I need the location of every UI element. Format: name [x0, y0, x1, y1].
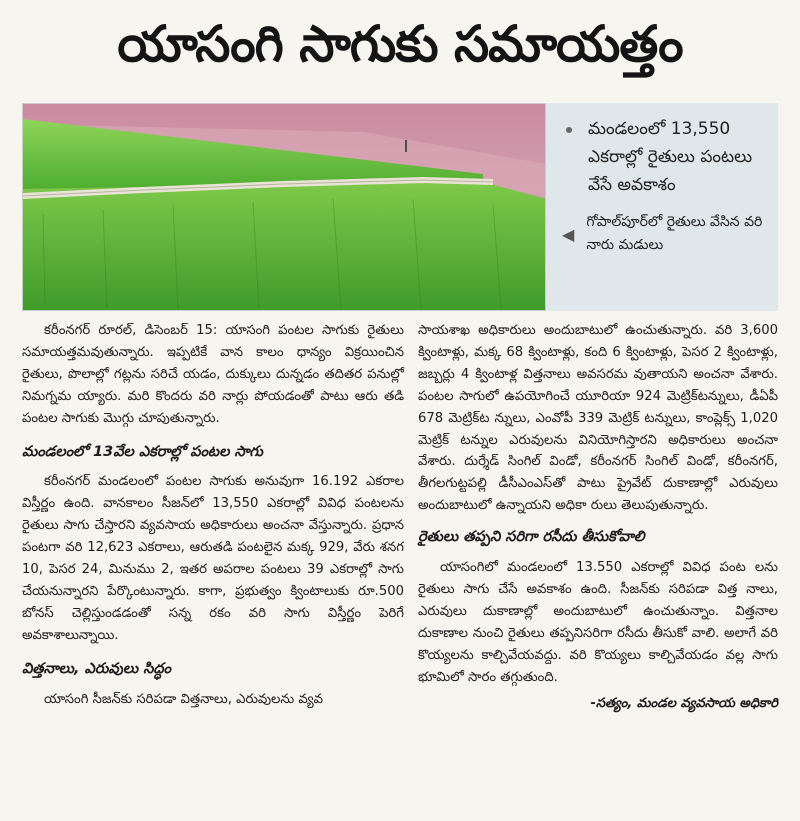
subhead-cultivation: మండలంలో 13వేల ఎకరాల్లో పంటల సాగు: [22, 443, 263, 460]
side-highlight-text: మండలంలో 13,550 ఎకరాల్లో రైతులు పంటలు వేసే అవకాశం: [588, 119, 753, 195]
right-column: [418, 320, 778, 714]
side-info-box: [546, 103, 778, 311]
rice-nursery-photo: [22, 103, 546, 311]
headline: యాసంగి సాగుకు సమాయత్తం: [117, 14, 683, 73]
seeds-paragraph: యాసంగి సీజన్‌కు సరిపడా విత్తనాలు, ఎరువులను వ్యవ: [44, 691, 324, 707]
caption-arrow-icon: ◀: [562, 225, 575, 244]
cultivation-paragraph: కరీంనగర్ మండలంలో పంటల సాగుకు అనువుగా 16.192 ఎకరాల విస్తీర్ణం ఉంది. వానకాలం సీజన్‌లో 13,550 ఎకరాల్లో వివిధ పంటలను రైతులు సాగు చేస్తారని వ్యవసాయ అధికారులు అంచనా వేస్తున్నారు. ప్రధాన పంటగా వరి 12,623 ఎకరాలు, ఆరుతడి పంటలైన మక్క 929, వేరు శనగ 10, పెసర 24, మినుము 2, ఇతర అపరాల పంటలు 39 ఎకరాల్లో సాగు చేయనున్నారని పేర్కొంటున్నారు. కాగా, ప్రభుత్వం క్వింటాలుకు రూ.500 బోనస్ చెల్లిస్తుండడంతో సన్న రకం వరి సాగు విస్తీర్ణం పెరిగే అవకాశాలున్నాయి.: [22, 474, 404, 643]
intro-paragraph: కరీంనగర్ రూరల్, డిసెంబర్ 15: యాసంగి పంటల సాగుకు రైతులు సమాయత్తమవుతున్నారు. ఇప్పటికే వాన కాలం ధాన్యం విక్రయించిన రైతులు, పొలాల్లో గట్లను సరిచే యడం, దుక్కులు దున్నడం తదితర పనుల్లో నిమగ్నమ య్యారు. మరి కొందరు వరి నార్లు పోయడంతో పాటు ఆరు తడి పంటల సాగుకు మొగ్గు చూపుతున్నారు.: [22, 323, 404, 426]
officer-quote: యాసంగిలో మండలంలో 13.550 ఎకరాల్లో వివిధ పంట లను రైతులు సాగు చేసే అవకాశం ఉంది. సీజన్‌కు సరిపడా విత్త నాలు, ఎరువులు దుకాణాల్లో అందుబాటులో ఉంచుతున్నాం. విత్తనాల దుకాణాల నుంచి రైతులు తప్పనిసరిగా రసీదు తీసుకో వాలి. అలాగే వరి కొయ్యలను కాల్చివేయవద్దు. వరి కొయ్యలు కాల్చివేయడం వల్ల సాగు భూమిలో సారం తగ్గుతుంది.: [418, 560, 778, 685]
subhead-seeds: విత్తనాలు, ఎరువులు సిద్ధం: [22, 660, 172, 677]
officer-signature: -సత్యం, మండల వ్యవసాయ అధికారి: [590, 695, 778, 711]
subhead-receipt: రైతులు తప్పని సరిగా రసీదు తీసుకోవాలి: [418, 529, 645, 546]
bullet-icon: [566, 127, 572, 133]
rice-field-illustration: [23, 104, 546, 311]
photo-caption-row: [562, 211, 766, 257]
photo-caption: గోపాల్‌పూర్‌లో రైతులు వేసిన వరి నారు మడులు: [586, 214, 763, 253]
left-column: [22, 320, 404, 711]
highlight-row: [562, 115, 766, 199]
seeds-continued-paragraph: సాయశాఖ అధికారులు అందుబాటులో ఉంచుతున్నారు. వరి 3,600 క్వింటాళ్లు, మక్క 68 క్వింటాళ్లు, కంది 6 క్వింటాళ్లు, పెసర 2 క్వింటాళ్లు, జబ్బర్లు 4 క్వింటాళ్ల విత్తనాలు అవసరమ వుతాయని అంచనా వేశారు. పంటల సాగులో ఉపయోగించే యూరియా 924 మెట్రిక్‌టన్నులు, డీఏపీ 678 మెట్రిక్‌ట న్నులు, ఎంవోపీ 339 మెట్రిక్ టన్నులు, కాంప్లెక్స్ 1,020 మెట్రిక్ టన్నుల ఎరువులను వినియోగిస్తారని అధికారులు అంచనా వేశారు. దుర్శేడ్ సింగిల్ విండో, కరీంనగర్ సింగిల్ విండో, కరీంనగర్, తీగలగుట్టపల్లి డీసీఎంఎస్‌తో పాటు ప్రైవేట్ దుకాణాల్లో ఎరువులు అందుబాటులో ఉన్నాయని అధికా రులు తెలుపుతున్నారు.: [418, 323, 778, 514]
